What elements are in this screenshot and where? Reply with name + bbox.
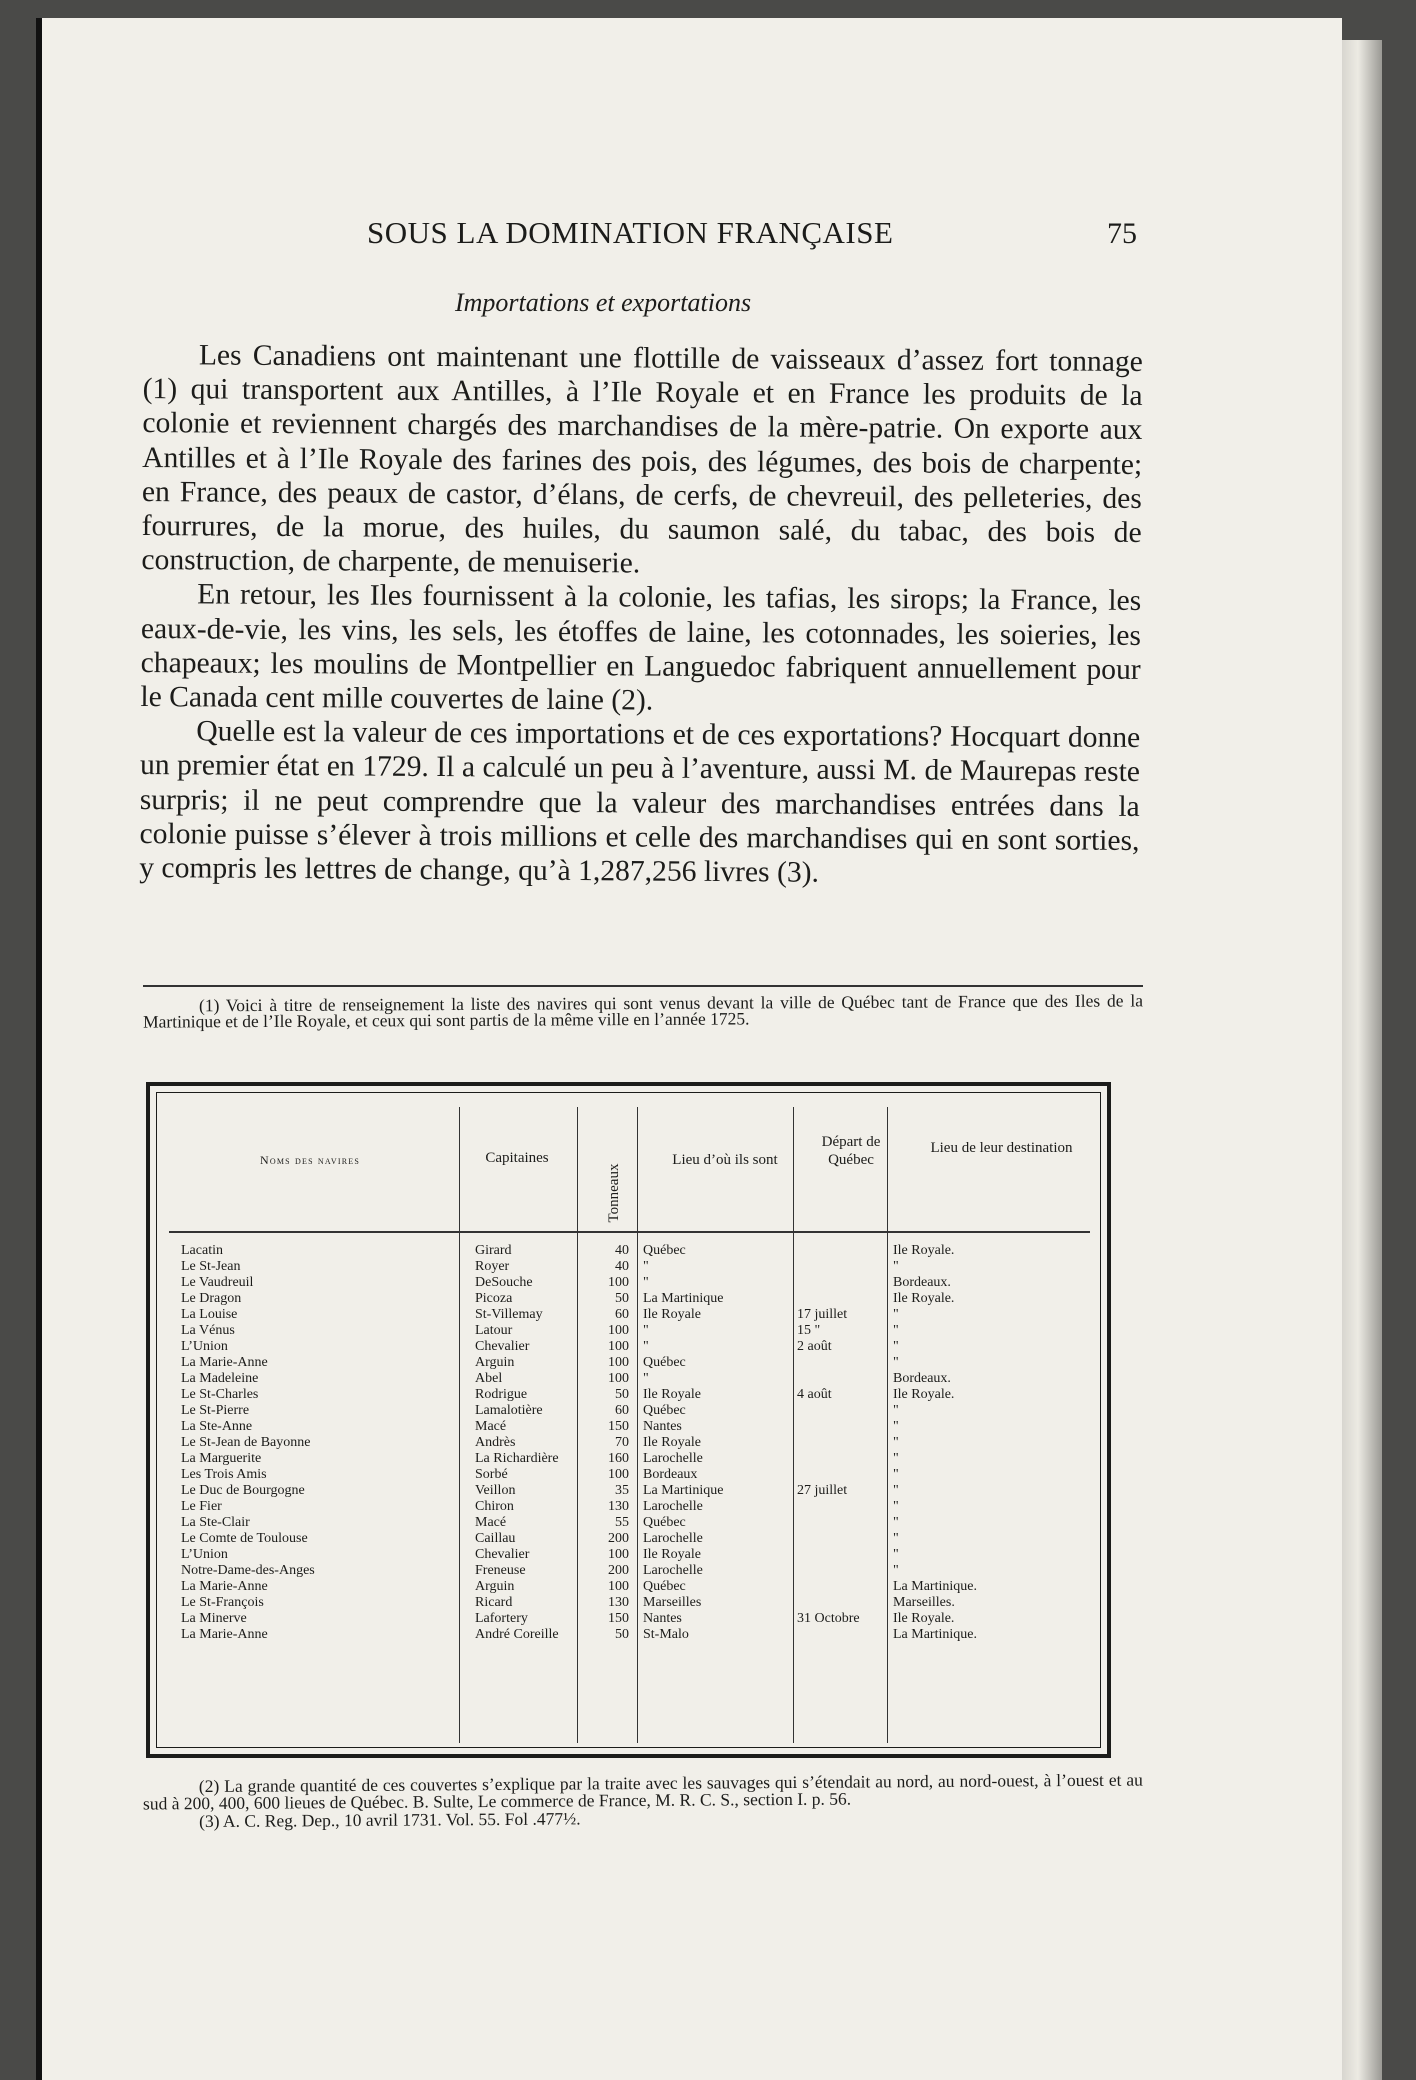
captain-cell: La Richardière xyxy=(475,1451,559,1466)
table-row xyxy=(181,1387,1111,1403)
captain-cell: DeSouche xyxy=(475,1275,533,1290)
footnote-rule xyxy=(143,985,1143,987)
table-inner-border xyxy=(156,1092,1101,1748)
destination-cell: " xyxy=(893,1355,899,1370)
ship-name-cell: La Madeleine xyxy=(181,1371,259,1386)
ship-name-cell: Les Trois Amis xyxy=(181,1467,267,1482)
footnote-1: (1) Voici à titre de renseignement la liste des navires qui sont venus devant la ville de Québec tant de France que des Iles de la Martinique et de l’Ile Royale, et ceux qui sont partis de la même ville en l’année 1725. xyxy=(142,990,1144,1032)
ship-name-cell: Le Comte de Toulouse xyxy=(181,1531,308,1546)
table-row xyxy=(181,1435,1111,1451)
destination-cell: La Martinique. xyxy=(893,1579,977,1594)
origin-cell: Ile Royale xyxy=(643,1435,701,1450)
captain-cell: Rodrigue xyxy=(475,1387,528,1402)
destination-cell: " xyxy=(893,1419,899,1434)
captain-cell: Andrès xyxy=(475,1435,516,1450)
table-row xyxy=(181,1579,1111,1595)
destination-cell: " xyxy=(893,1499,899,1514)
ship-name-cell: La Ste-Anne xyxy=(181,1419,253,1434)
departure-cell: 27 juillet xyxy=(797,1483,848,1498)
tonnage-cell: 60 xyxy=(615,1307,629,1322)
ship-name-cell: Le St-Pierre xyxy=(181,1403,250,1418)
origin-cell: " xyxy=(643,1275,649,1290)
tonnage-cell: 40 xyxy=(615,1243,629,1258)
tonnage-cell: 100 xyxy=(608,1339,629,1354)
tonnage-cell: 35 xyxy=(615,1483,629,1498)
captain-cell: Arguin xyxy=(475,1355,515,1370)
table-body xyxy=(181,1243,1111,1643)
captain-cell: Chiron xyxy=(475,1499,514,1514)
table-row xyxy=(181,1275,1111,1291)
destination-cell: Ile Royale. xyxy=(893,1387,955,1402)
table-row xyxy=(181,1499,1111,1515)
page-header xyxy=(145,215,1145,255)
header-departure: Départ de Québec xyxy=(821,1134,881,1168)
destination-cell: " xyxy=(893,1435,899,1450)
ship-name-cell: La Marie-Anne xyxy=(181,1355,268,1370)
tonnage-cell: 50 xyxy=(615,1627,629,1642)
captain-cell: Latour xyxy=(475,1323,513,1338)
captain-cell: Chevalier xyxy=(475,1339,530,1354)
table-row xyxy=(181,1355,1111,1371)
header-captain: Capitaines xyxy=(485,1150,549,1166)
table-row xyxy=(181,1307,1111,1323)
header-origin: Lieu d’où ils sont xyxy=(672,1152,778,1168)
origin-cell: " xyxy=(643,1259,649,1274)
ship-name-cell: Le St-Charles xyxy=(181,1387,259,1402)
ship-name-cell: La Minerve xyxy=(181,1611,247,1626)
table-row xyxy=(181,1595,1111,1611)
captain-cell: Abel xyxy=(475,1371,503,1386)
tonnage-cell: 40 xyxy=(615,1259,629,1274)
table-row xyxy=(181,1515,1111,1531)
page-edge xyxy=(1342,40,1382,2080)
captain-cell: Chevalier xyxy=(475,1547,530,1562)
destination-cell: " xyxy=(893,1307,899,1322)
origin-cell: Ile Royale xyxy=(643,1307,701,1322)
destination-cell: Ile Royale. xyxy=(893,1611,955,1626)
origin-cell: Larochelle xyxy=(643,1563,703,1578)
origin-cell: " xyxy=(643,1371,649,1386)
ship-name-cell: La Marie-Anne xyxy=(181,1627,268,1642)
tonnage-cell: 200 xyxy=(608,1563,629,1578)
captain-cell: Royer xyxy=(475,1259,510,1274)
tonnage-cell: 100 xyxy=(608,1579,629,1594)
origin-cell: La Martinique xyxy=(643,1483,724,1498)
ship-name-cell: L’Union xyxy=(181,1339,228,1354)
destination-cell: Ile Royale. xyxy=(893,1291,955,1306)
page-number: 75 xyxy=(1107,217,1137,250)
table-row xyxy=(181,1339,1111,1355)
table-row xyxy=(181,1627,1111,1643)
ships-table xyxy=(146,1082,1111,1758)
origin-cell: Québec xyxy=(643,1579,686,1594)
tonnage-cell: 100 xyxy=(608,1547,629,1562)
ship-name-cell: La Marie-Anne xyxy=(181,1579,268,1594)
destination-cell: Bordeaux. xyxy=(893,1275,951,1290)
ship-name-cell: Lacatin xyxy=(181,1243,223,1258)
tonnage-cell: 100 xyxy=(608,1275,629,1290)
destination-cell: Bordeaux. xyxy=(893,1371,951,1386)
captain-cell: Ricard xyxy=(475,1595,513,1610)
tonnage-cell: 100 xyxy=(608,1371,629,1386)
header-destination: Lieu de leur destination xyxy=(930,1140,1073,1156)
captain-cell: Lafortery xyxy=(475,1611,528,1626)
origin-cell: Québec xyxy=(643,1355,686,1370)
destination-cell: " xyxy=(893,1403,899,1418)
departure-cell: 15 " xyxy=(797,1323,821,1338)
captain-cell: Macé xyxy=(475,1515,507,1530)
captain-cell: Caillau xyxy=(475,1531,516,1546)
ship-name-cell: Le Fier xyxy=(181,1499,222,1514)
tonnage-cell: 100 xyxy=(608,1355,629,1370)
tonnage-cell: 150 xyxy=(608,1611,629,1626)
table-row xyxy=(181,1243,1111,1259)
captain-cell: Veillon xyxy=(475,1483,516,1498)
origin-cell: " xyxy=(643,1339,649,1354)
origin-cell: Québec xyxy=(643,1515,686,1530)
ship-name-cell: La Louise xyxy=(181,1307,238,1322)
tonnage-cell: 150 xyxy=(608,1419,629,1434)
captain-cell: Macé xyxy=(475,1419,507,1434)
table-row xyxy=(181,1419,1111,1435)
origin-cell: Bordeaux xyxy=(643,1467,698,1482)
captain-cell: Freneuse xyxy=(475,1563,526,1578)
body-text xyxy=(139,338,1143,892)
table-row xyxy=(181,1371,1111,1387)
header-tonnage: Tonneaux xyxy=(606,1163,622,1223)
origin-cell: Marseilles xyxy=(643,1595,702,1610)
destination-cell: " xyxy=(893,1547,899,1562)
destination-cell: Marseilles. xyxy=(893,1595,955,1610)
tonnage-cell: 130 xyxy=(608,1499,629,1514)
table-row xyxy=(181,1611,1111,1627)
ship-name-cell: Le St-François xyxy=(181,1595,264,1610)
origin-cell: Nantes xyxy=(643,1611,682,1626)
tonnage-cell: 200 xyxy=(608,1531,629,1546)
table-row xyxy=(181,1563,1111,1579)
origin-cell: Québec xyxy=(643,1403,686,1418)
destination-cell: Ile Royale. xyxy=(893,1243,955,1258)
table-row xyxy=(181,1531,1111,1547)
captain-cell: André Coreille xyxy=(475,1627,559,1642)
captain-cell: St-Villemay xyxy=(475,1307,543,1322)
departure-cell: 4 août xyxy=(797,1387,832,1402)
destination-cell: " xyxy=(893,1323,899,1338)
origin-cell: Ile Royale xyxy=(643,1547,701,1562)
table-row xyxy=(181,1323,1111,1339)
ship-name-cell: La Marguerite xyxy=(181,1451,262,1466)
tonnage-cell: 50 xyxy=(615,1387,629,1402)
captain-cell: Picoza xyxy=(475,1291,513,1306)
tonnage-cell: 60 xyxy=(615,1403,629,1418)
departure-cell: 17 juillet xyxy=(797,1307,848,1322)
footnote-2: (2) La grande quantité de ces couvertes s’explique par la traite avec les sauvages qui s’étendait au nord, au nord-ouest, à l’ouest et au sud à 200, 400, 600 lieues de Québec. B. Sulte, Le commerce de France, M. R. C. S., section I. p. 56. xyxy=(142,1769,1143,1813)
header-divider xyxy=(169,1231,1090,1233)
book-page xyxy=(42,18,1342,2080)
section-title: Importations et exportations xyxy=(455,288,752,317)
table-row xyxy=(181,1259,1111,1275)
origin-cell: St-Malo xyxy=(643,1627,689,1642)
table-row xyxy=(181,1403,1111,1419)
bottom-footnotes xyxy=(142,1769,1143,1832)
ship-name-cell: Le Duc de Bourgogne xyxy=(181,1483,305,1498)
captain-cell: Sorbé xyxy=(475,1467,508,1482)
destination-cell: " xyxy=(893,1467,899,1482)
origin-cell: La Martinique xyxy=(643,1291,724,1306)
tonnage-cell: 100 xyxy=(608,1467,629,1482)
origin-cell: " xyxy=(643,1323,649,1338)
running-title: SOUS LA DOMINATION FRANÇAISE xyxy=(367,215,894,250)
ship-name-cell: Notre-Dame-des-Anges xyxy=(181,1563,315,1578)
tonnage-cell: 70 xyxy=(615,1435,629,1450)
table-row xyxy=(181,1483,1111,1499)
origin-cell: Ile Royale xyxy=(643,1387,701,1402)
destination-cell: " xyxy=(893,1339,899,1354)
tonnage-cell: 100 xyxy=(608,1323,629,1338)
destination-cell: " xyxy=(893,1451,899,1466)
ship-name-cell: La Ste-Clair xyxy=(181,1515,250,1530)
origin-cell: Nantes xyxy=(643,1419,682,1434)
destination-cell: " xyxy=(893,1515,899,1530)
departure-cell: 31 Octobre xyxy=(797,1611,860,1626)
destination-cell: " xyxy=(893,1531,899,1546)
destination-cell: La Martinique. xyxy=(893,1627,977,1642)
destination-cell: " xyxy=(893,1483,899,1498)
table-row xyxy=(181,1291,1111,1307)
ship-name-cell: La Vénus xyxy=(181,1323,235,1338)
table-row xyxy=(181,1467,1111,1483)
origin-cell: Québec xyxy=(643,1243,686,1258)
table-row xyxy=(181,1451,1111,1467)
ship-name-cell: Le Dragon xyxy=(181,1291,242,1306)
table-row xyxy=(181,1547,1111,1563)
origin-cell: Larochelle xyxy=(643,1499,703,1514)
ship-name-cell: Le St-Jean de Bayonne xyxy=(181,1435,311,1450)
captain-cell: Girard xyxy=(475,1243,512,1258)
paragraph: En retour, les Iles fournissent à la colonie, les tafias, les sirops; la France, les eaux-de-vie, les vins, les sels, les étoffes de laine, les cotonnades, les soieries, les chapeaux; les moulins de Montpellier en Languedoc fabriquent annuellement pour le Canada cent mille couvertes de laine (2). xyxy=(140,578,1142,717)
tonnage-cell: 130 xyxy=(608,1595,629,1610)
ship-name-cell: L’Union xyxy=(181,1547,228,1562)
captain-cell: Lamalotière xyxy=(475,1403,543,1418)
destination-cell: " xyxy=(893,1563,899,1578)
header-ship-name: Noms des navires xyxy=(260,1153,360,1167)
tonnage-cell: 160 xyxy=(608,1451,629,1466)
destination-cell: " xyxy=(893,1259,899,1274)
departure-cell: 2 août xyxy=(797,1339,832,1354)
paragraph: Les Canadiens ont maintenant une flottille de vaisseaux d’assez fort tonnage (1) qui transportent aux Antilles, à l’Ile Royale et en France les produits de la colonie et reviennent chargés des marchandises de la mère-patrie. On exporte aux Antilles et à l’Ile Royale des farines des pois, des légumes, des bois de charpente; en France, des peaux de castor, d’élans, de cerfs, de chevreuil, des pelleteries, des fourrures, de la morue, des huiles, du saumon salé, du tabac, des bois de construction, de charpente, de menuiserie. xyxy=(141,339,1143,580)
origin-cell: Larochelle xyxy=(643,1531,703,1546)
paragraph: Quelle est la valeur de ces importations et de ces exportations? Hocquart donne un premier état en 1729. Il a calculé un peu à l’aventure, aussi M. de Maurepas reste surpris; il ne peut comprendre que la valeur des marchandises entrées dans la colonie puisse s’élever à trois millions et celle des marchandises qui en sont sorties, y compris les lettres de change, qu’à 1,287,256 livres (3). xyxy=(139,715,1141,889)
tonnage-cell: 50 xyxy=(615,1291,629,1306)
captain-cell: Arguin xyxy=(475,1579,515,1594)
footnote-3: (3) A. C. Reg. Dep., 10 avril 1731. Vol. 55. Fol .477½. xyxy=(199,1808,581,1832)
ship-name-cell: Le St-Jean xyxy=(181,1259,241,1274)
origin-cell: Larochelle xyxy=(643,1451,703,1466)
ship-name-cell: Le Vaudreuil xyxy=(181,1275,254,1290)
tonnage-cell: 55 xyxy=(615,1515,629,1530)
